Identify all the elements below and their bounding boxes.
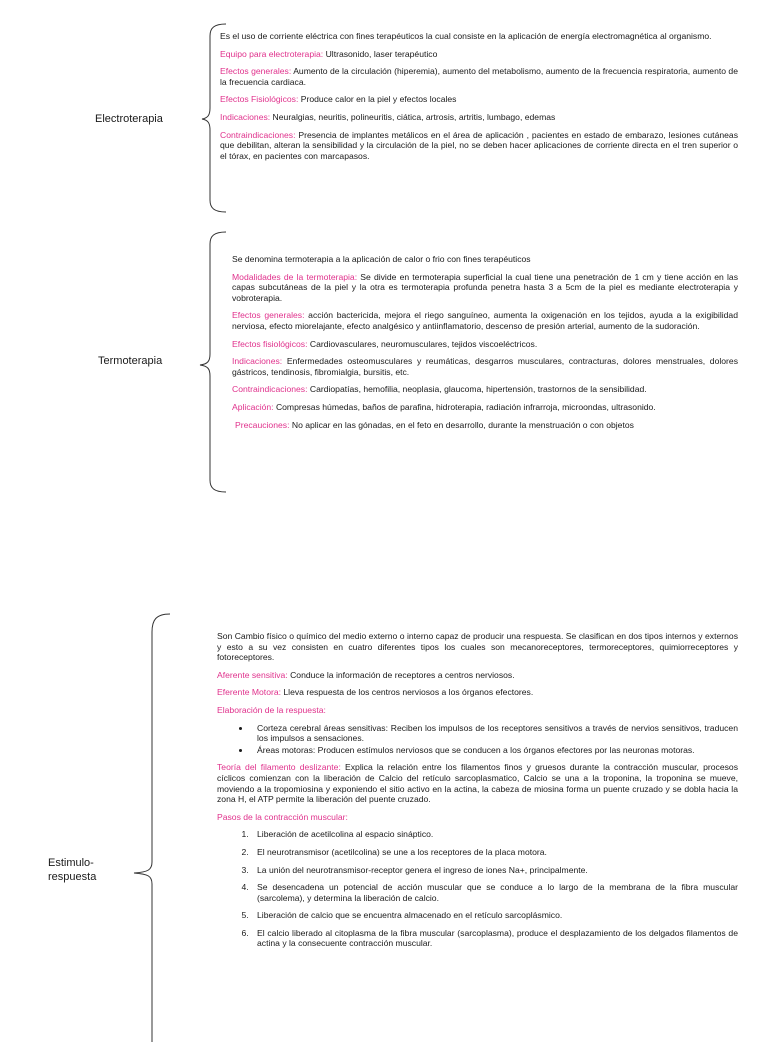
key-label: Efectos generales:: [232, 310, 305, 321]
electroterapia-efectos-generales: [220, 66, 738, 87]
elaboracion-list: [217, 723, 738, 756]
estimulo-respuesta-content: [217, 631, 738, 956]
termoterapia-efectos-fisiologicos: [232, 339, 738, 350]
electroterapia-intro: Es el uso de corriente eléctrica con fines terapéuticos la cual consiste en la aplicación de energía electromagnética al organismo.: [220, 31, 712, 41]
value-text: Compresas húmedas, baños de parafina, hidroterapia, radiación infrarroja, microondas, ultrasonido.: [273, 401, 656, 412]
list-item: 6. El calcio liberado al citoplasma de la fibra muscular (sarcoplasma), produce el desplazamiento de los delgados filamentos de actina y la consecuente contracción muscular.: [251, 928, 738, 949]
key-label: Contraindicaciones:: [220, 129, 296, 140]
key-label: Eferente Motora:: [217, 687, 282, 698]
value-text: Presencia de implantes metálicos en el área de aplicación , pacientes en estado de embarazo, lesiones cutáneas que debilitan, alteran la sensibilidad y la circulación de la piel, no se deben hacer aplicaciones de corriente directa en el tren superior o el tórax, en pacientes con marcapasos.: [220, 129, 738, 161]
electroterapia-label: Electroterapia: [95, 113, 163, 125]
key-label: Indicaciones:: [220, 111, 271, 122]
value-text: Conduce la información de receptores a centros nerviosos.: [287, 669, 515, 680]
list-item: 2. El neurotransmisor (acetilcolina) se une a los receptores de la placa motora.: [251, 847, 738, 858]
value-text: No aplicar en las gónadas, en el feto en desarrollo, durante la menstruación o con objetos: [289, 419, 634, 430]
key-label: Aferente sensitiva:: [217, 669, 288, 680]
key-label: Aplicación:: [232, 401, 274, 412]
elaboracion-heading: Elaboración de la respuesta:: [217, 704, 326, 715]
list-item: 4. Se desencadena un potencial de acción muscular que se conduce a lo largo de la membrana de la fibra muscular (sarcolema), y determina la liberación de calcio.: [251, 882, 738, 903]
termoterapia-efectos-generales: [232, 310, 738, 331]
list-item: • Áreas motoras: Producen estímulos nerviosos que se conducen a los órganos efectores por las neuronas motoras.: [251, 745, 738, 756]
termoterapia-modalidades: [232, 272, 738, 304]
pasos-list: [217, 829, 738, 949]
electroterapia-equipo: [220, 49, 738, 60]
list-item: 1. Liberación de acetilcolina al espacio sináptico.: [251, 829, 738, 840]
value-text: Cardiovasculares, neuromusculares, tejidos viscoeléctricos.: [307, 338, 538, 349]
key-label: Efectos Fisiológicos:: [220, 94, 299, 105]
termoterapia-indicaciones: [232, 356, 738, 377]
key-label: Efectos generales:: [220, 66, 292, 77]
pasos-heading: Pasos de la contracción muscular:: [217, 811, 348, 822]
key-label: Precauciones:: [235, 419, 290, 430]
termoterapia-intro: Se denomina termoterapia a la aplicación de calor o frio con fines terapéuticos: [232, 254, 531, 264]
key-label: Indicaciones:: [232, 356, 283, 367]
value-text: Lleva respuesta de los centros nerviosos a los órganos efectores.: [281, 687, 534, 698]
value-text: Explica la relación entre los filamentos finos y gruesos durante la contracción muscular, procesos cíclicos comienzan con la liberación de Calcio del retículo sarcoplasmatico, Calcio se una a la troponina, la troponina se mueve, moviendo a la tropomiosina y exponiendo el sitio activo en la actina, la cabeza de miosina forma un puente cruzado y se dobla hacia la zona H, el ATP permite la liberación del puente cruzado.: [217, 762, 738, 805]
list-item: 5. Liberación de calcio que se encuentra almacenado en el retículo sarcoplásmico.: [251, 910, 738, 921]
value-text: Aumento de la circulación (hiperemia), aumento del metabolismo, aumento de la frecuencia respiratoria, aumento de la frecuencia cardiaca.: [220, 66, 738, 87]
list-item: • Corteza cerebral áreas sensitivas: Reciben los impulsos de los receptores sensitivos a través de nervios sensitivos, traducen los impulsos a sensaciones.: [251, 723, 738, 744]
electroterapia-content: [220, 31, 738, 168]
value-text: acción bactericida, mejora el riego sanguíneo, aumenta la oxigenación en los tejidos, ayuda a la exigibilidad nerviosa, efecto miorelajante, efecto analgésico y antiinflamatorio, descenso de presión arterial, aumento de la sudoración.: [232, 310, 738, 331]
value-text: Ultrasonido, laser terapéutico: [323, 48, 438, 59]
key-label: Contraindicaciones:: [232, 384, 308, 395]
value-text: Se divide en termoterapia superficial la cual tiene una penetración de 1 cm y tiene acción en las capas subcutáneas de la piel y la otra es termoterapia profunda penetra hasta 3 a 5cm de la piel es mediante electroterapia y vobroterapia.: [232, 271, 738, 303]
key-label: Efectos fisiológicos:: [232, 338, 308, 349]
key-label: Modalidades de la termoterapia:: [232, 271, 358, 282]
key-label: Teoría del filamento deslizante:: [217, 762, 341, 773]
aferente-sensitiva: [217, 670, 738, 681]
termoterapia-brace: [198, 230, 228, 494]
estimulo-intro: Son Cambio físico o químico del medio externo o interno capaz de producir una respuesta. Se clasifican en dos tipos internos y externos y esto a su vez consisten en cuatro diferentes tipos los cuales son mecanoreceptores, termoreceptores, quimiorreceptores y fotoreceptores.: [217, 631, 738, 663]
value-text: Neuralgias, neuritis, polineuritis, ciática, artrosis, artritis, lumbago, edemas: [270, 111, 556, 122]
estimulo-label-line2: respuesta: [48, 871, 97, 883]
estimulo-respuesta-brace: [132, 612, 172, 1042]
termoterapia-precauciones: [232, 420, 738, 431]
list-item: 3. La unión del neurotransmisor-receptor genera el ingreso de iones Na+, principalmente.: [251, 865, 738, 876]
termoterapia-aplicacion: [232, 402, 738, 413]
electroterapia-indicaciones: [220, 112, 738, 123]
value-text: Enfermedades osteomusculares y reumáticas, desgarros musculares, contracturas, dolores menstruales, dolores gástricos, tendinosis, fibromialgia, bursitis, etc.: [232, 356, 738, 377]
electroterapia-contraindicaciones: [220, 130, 738, 162]
value-text: Produce calor en la piel y efectos locales: [298, 94, 457, 105]
eferente-motora: [217, 687, 738, 698]
termoterapia-label: Termoterapia: [98, 355, 163, 367]
value-text: Cardiopatías, hemofilia, neoplasia, glaucoma, hipertensión, trastornos de la sensibilidad.: [307, 384, 647, 395]
key-label: Equipo para electroterapia:: [220, 48, 324, 59]
estimulo-label-line1: Estimulo-: [48, 857, 94, 869]
estimulo-respuesta-label: [48, 856, 96, 884]
electroterapia-efectos-fisiologicos: [220, 94, 738, 105]
termoterapia-content: [232, 254, 738, 437]
teoria-filamento: [217, 762, 738, 804]
termoterapia-contraindicaciones: [232, 384, 738, 395]
